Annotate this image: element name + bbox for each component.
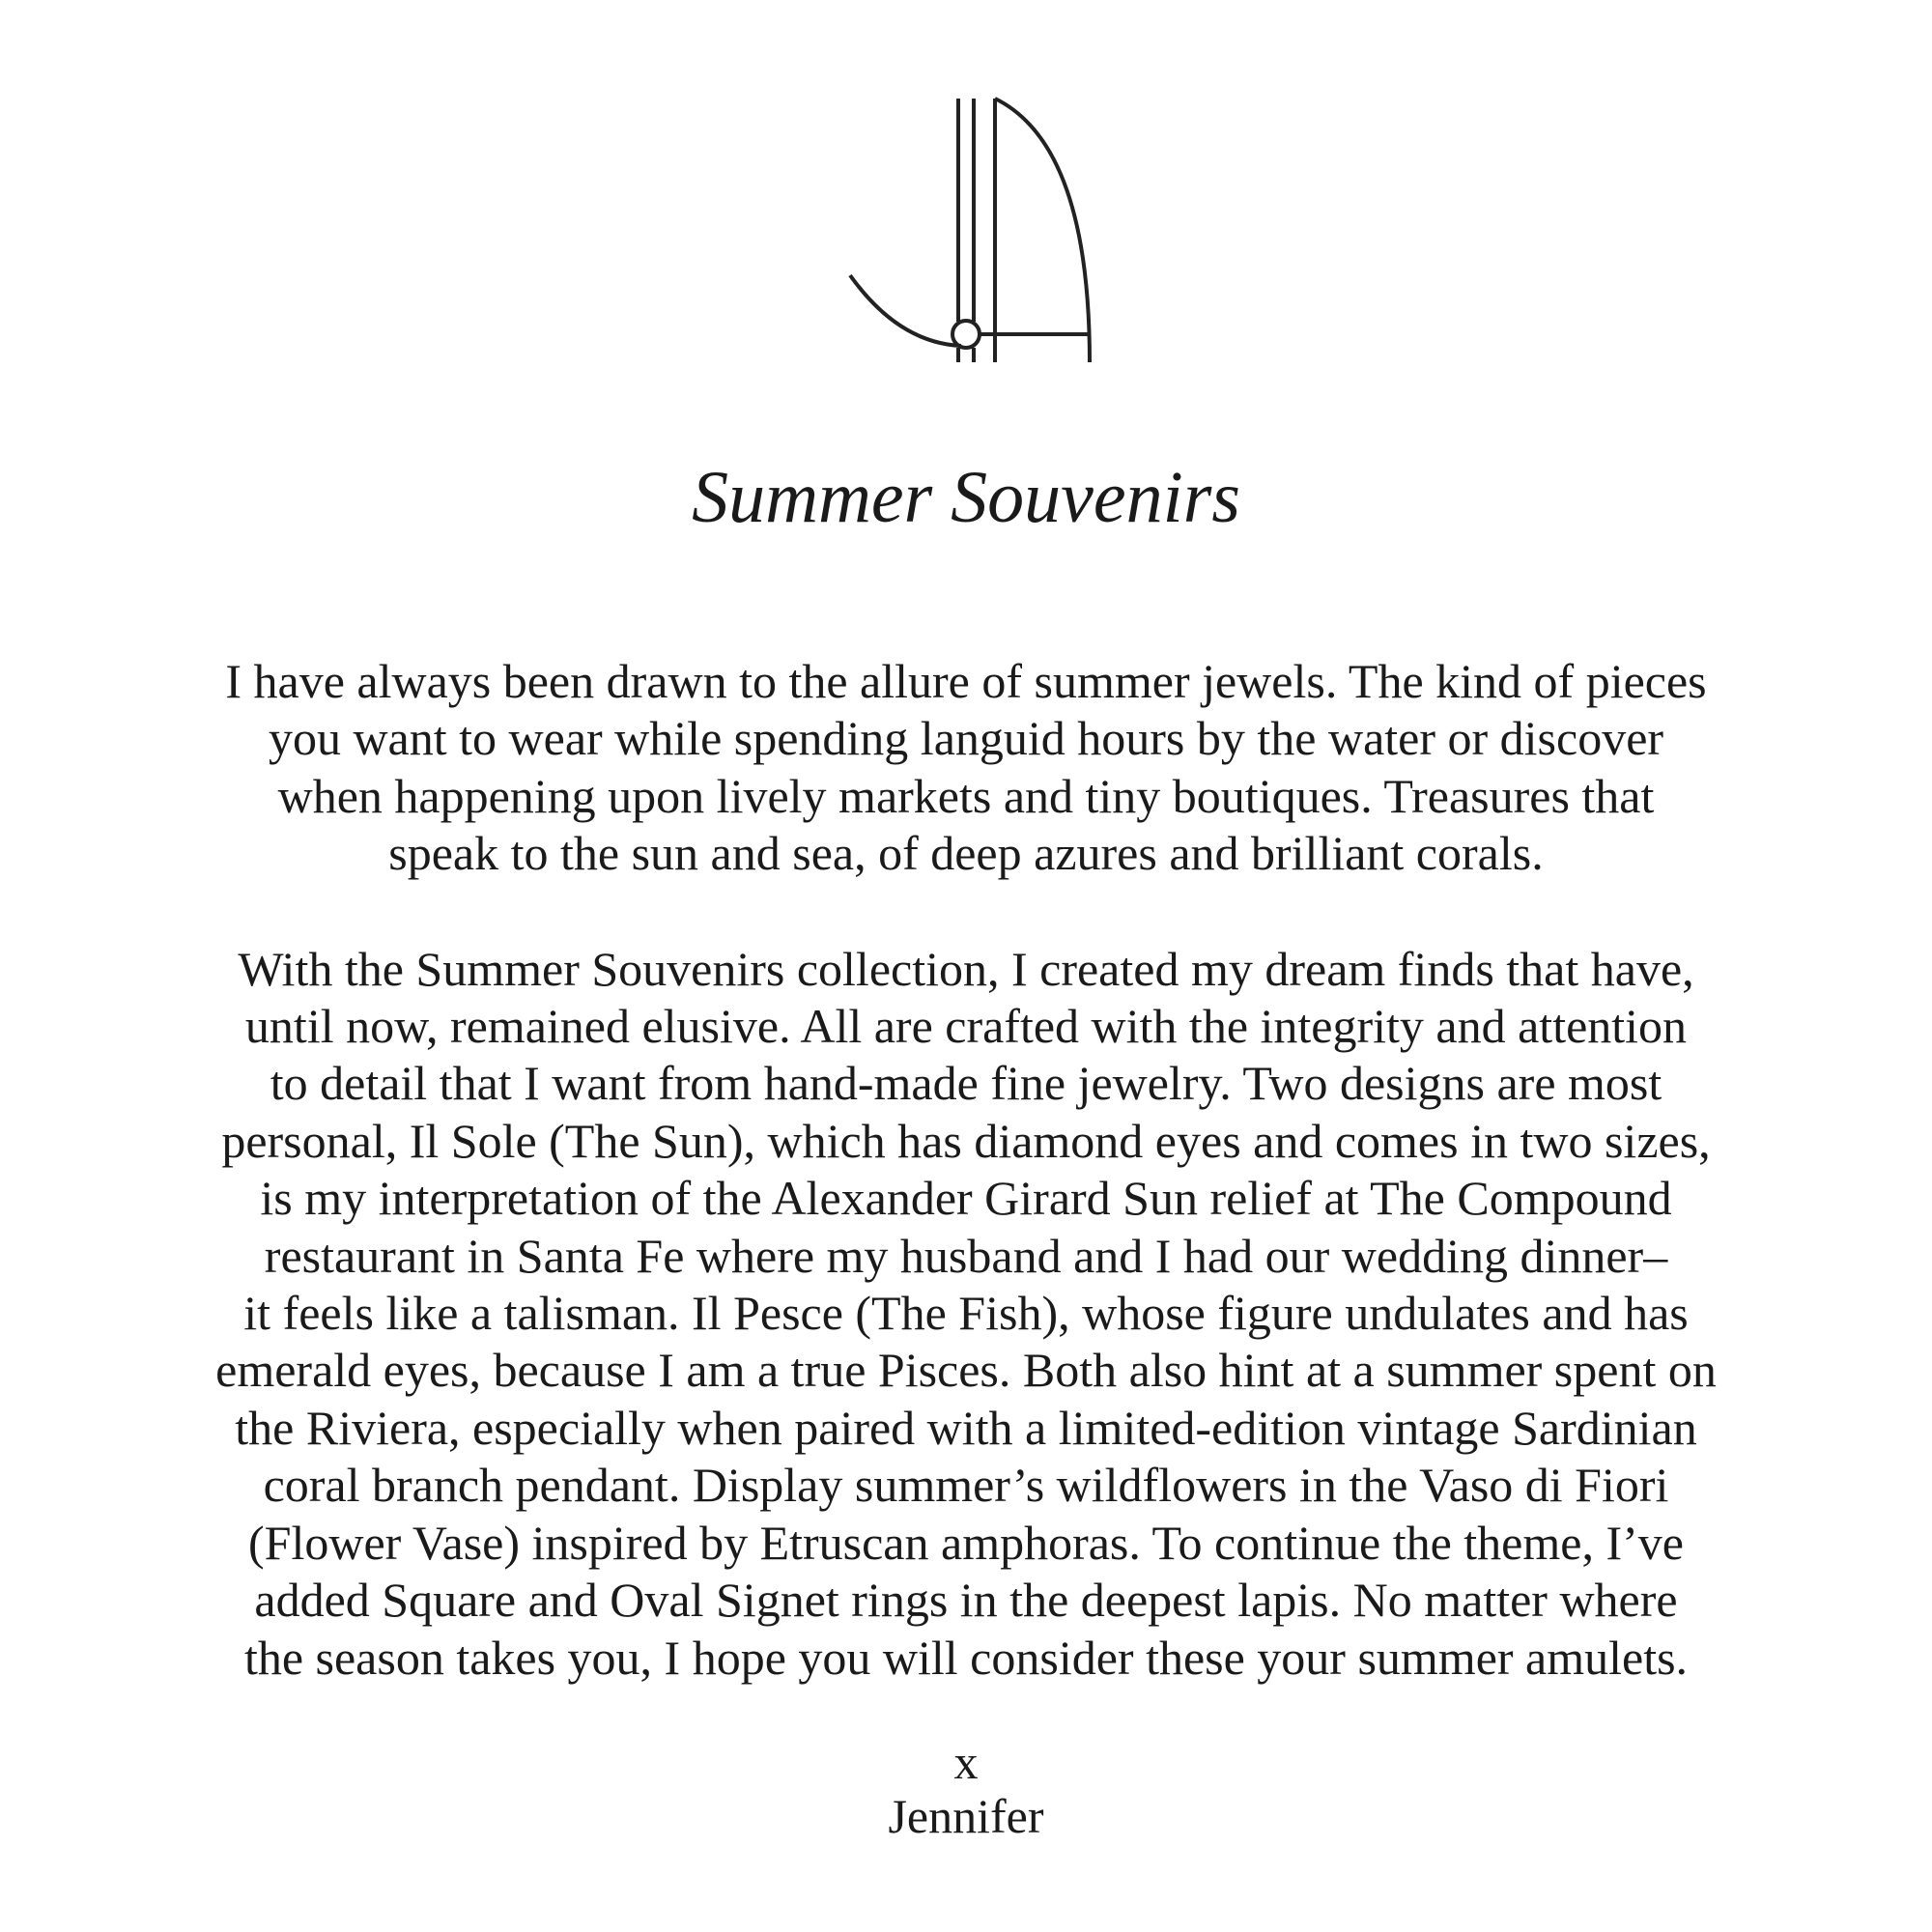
text-line: restaurant in Santa Fe where my husband and I had our wedding dinner– xyxy=(264,1228,1668,1283)
ja-monogram-logo xyxy=(840,95,1101,367)
text-line: to detail that I want from hand-made fine jewelry. Two designs are most xyxy=(270,1056,1662,1111)
text-line: added Square and Oval Signet rings in the deepest lapis. No matter where xyxy=(254,1573,1678,1628)
text-line: coral branch pendant. Display summer’s wildflowers in the Vaso di Fiori xyxy=(263,1458,1669,1513)
signoff xyxy=(0,1735,1932,1843)
text-line: it feels like a talisman. Il Pesce (The Fish), whose figure undulates and has xyxy=(243,1286,1689,1341)
page-title: Summer Souvenirs xyxy=(692,457,1240,538)
text-line: personal, Il Sole (The Sun), which has diamond eyes and comes in two sizes, xyxy=(221,1113,1711,1168)
text-line: With the Summer Souvenirs collection, I created my dream finds that have, xyxy=(238,941,1694,996)
intro-paragraph xyxy=(126,653,1806,883)
text-line: I have always been drawn to the allure of summer jewels. The kind of pieces xyxy=(225,654,1707,708)
text-line: emerald eyes, because I am a true Pisces. Both also hint at a summer spent on xyxy=(215,1343,1717,1398)
text-line: the season takes you, I hope you will consider these your summer amulets. xyxy=(243,1630,1689,1685)
text-line: speak to the sun and sea, of deep azures and brilliant corals. xyxy=(388,826,1544,881)
signature-name: Jennifer xyxy=(888,1789,1044,1843)
text-line: the Riviera, especially when paired with a limited-edition vintage Sardinian xyxy=(235,1400,1697,1455)
text-line: is my interpretation of the Alexander Girard Sun relief at The Compound xyxy=(260,1171,1672,1226)
text-line: until now, remained elusive. All are crafted with the integrity and attention xyxy=(244,999,1688,1054)
signoff-mark: x xyxy=(953,1735,979,1789)
collection-paragraph xyxy=(126,941,1806,1687)
letter-body xyxy=(126,653,1806,1687)
text-line: when happening upon lively markets and tiny boutiques. Treasures that xyxy=(277,768,1655,823)
text-line: (Flower Vase) inspired by Etruscan amphoras. To continue the theme, I’ve xyxy=(248,1515,1684,1570)
text-line: you want to wear while spending languid hours by the water or discover xyxy=(268,711,1664,766)
